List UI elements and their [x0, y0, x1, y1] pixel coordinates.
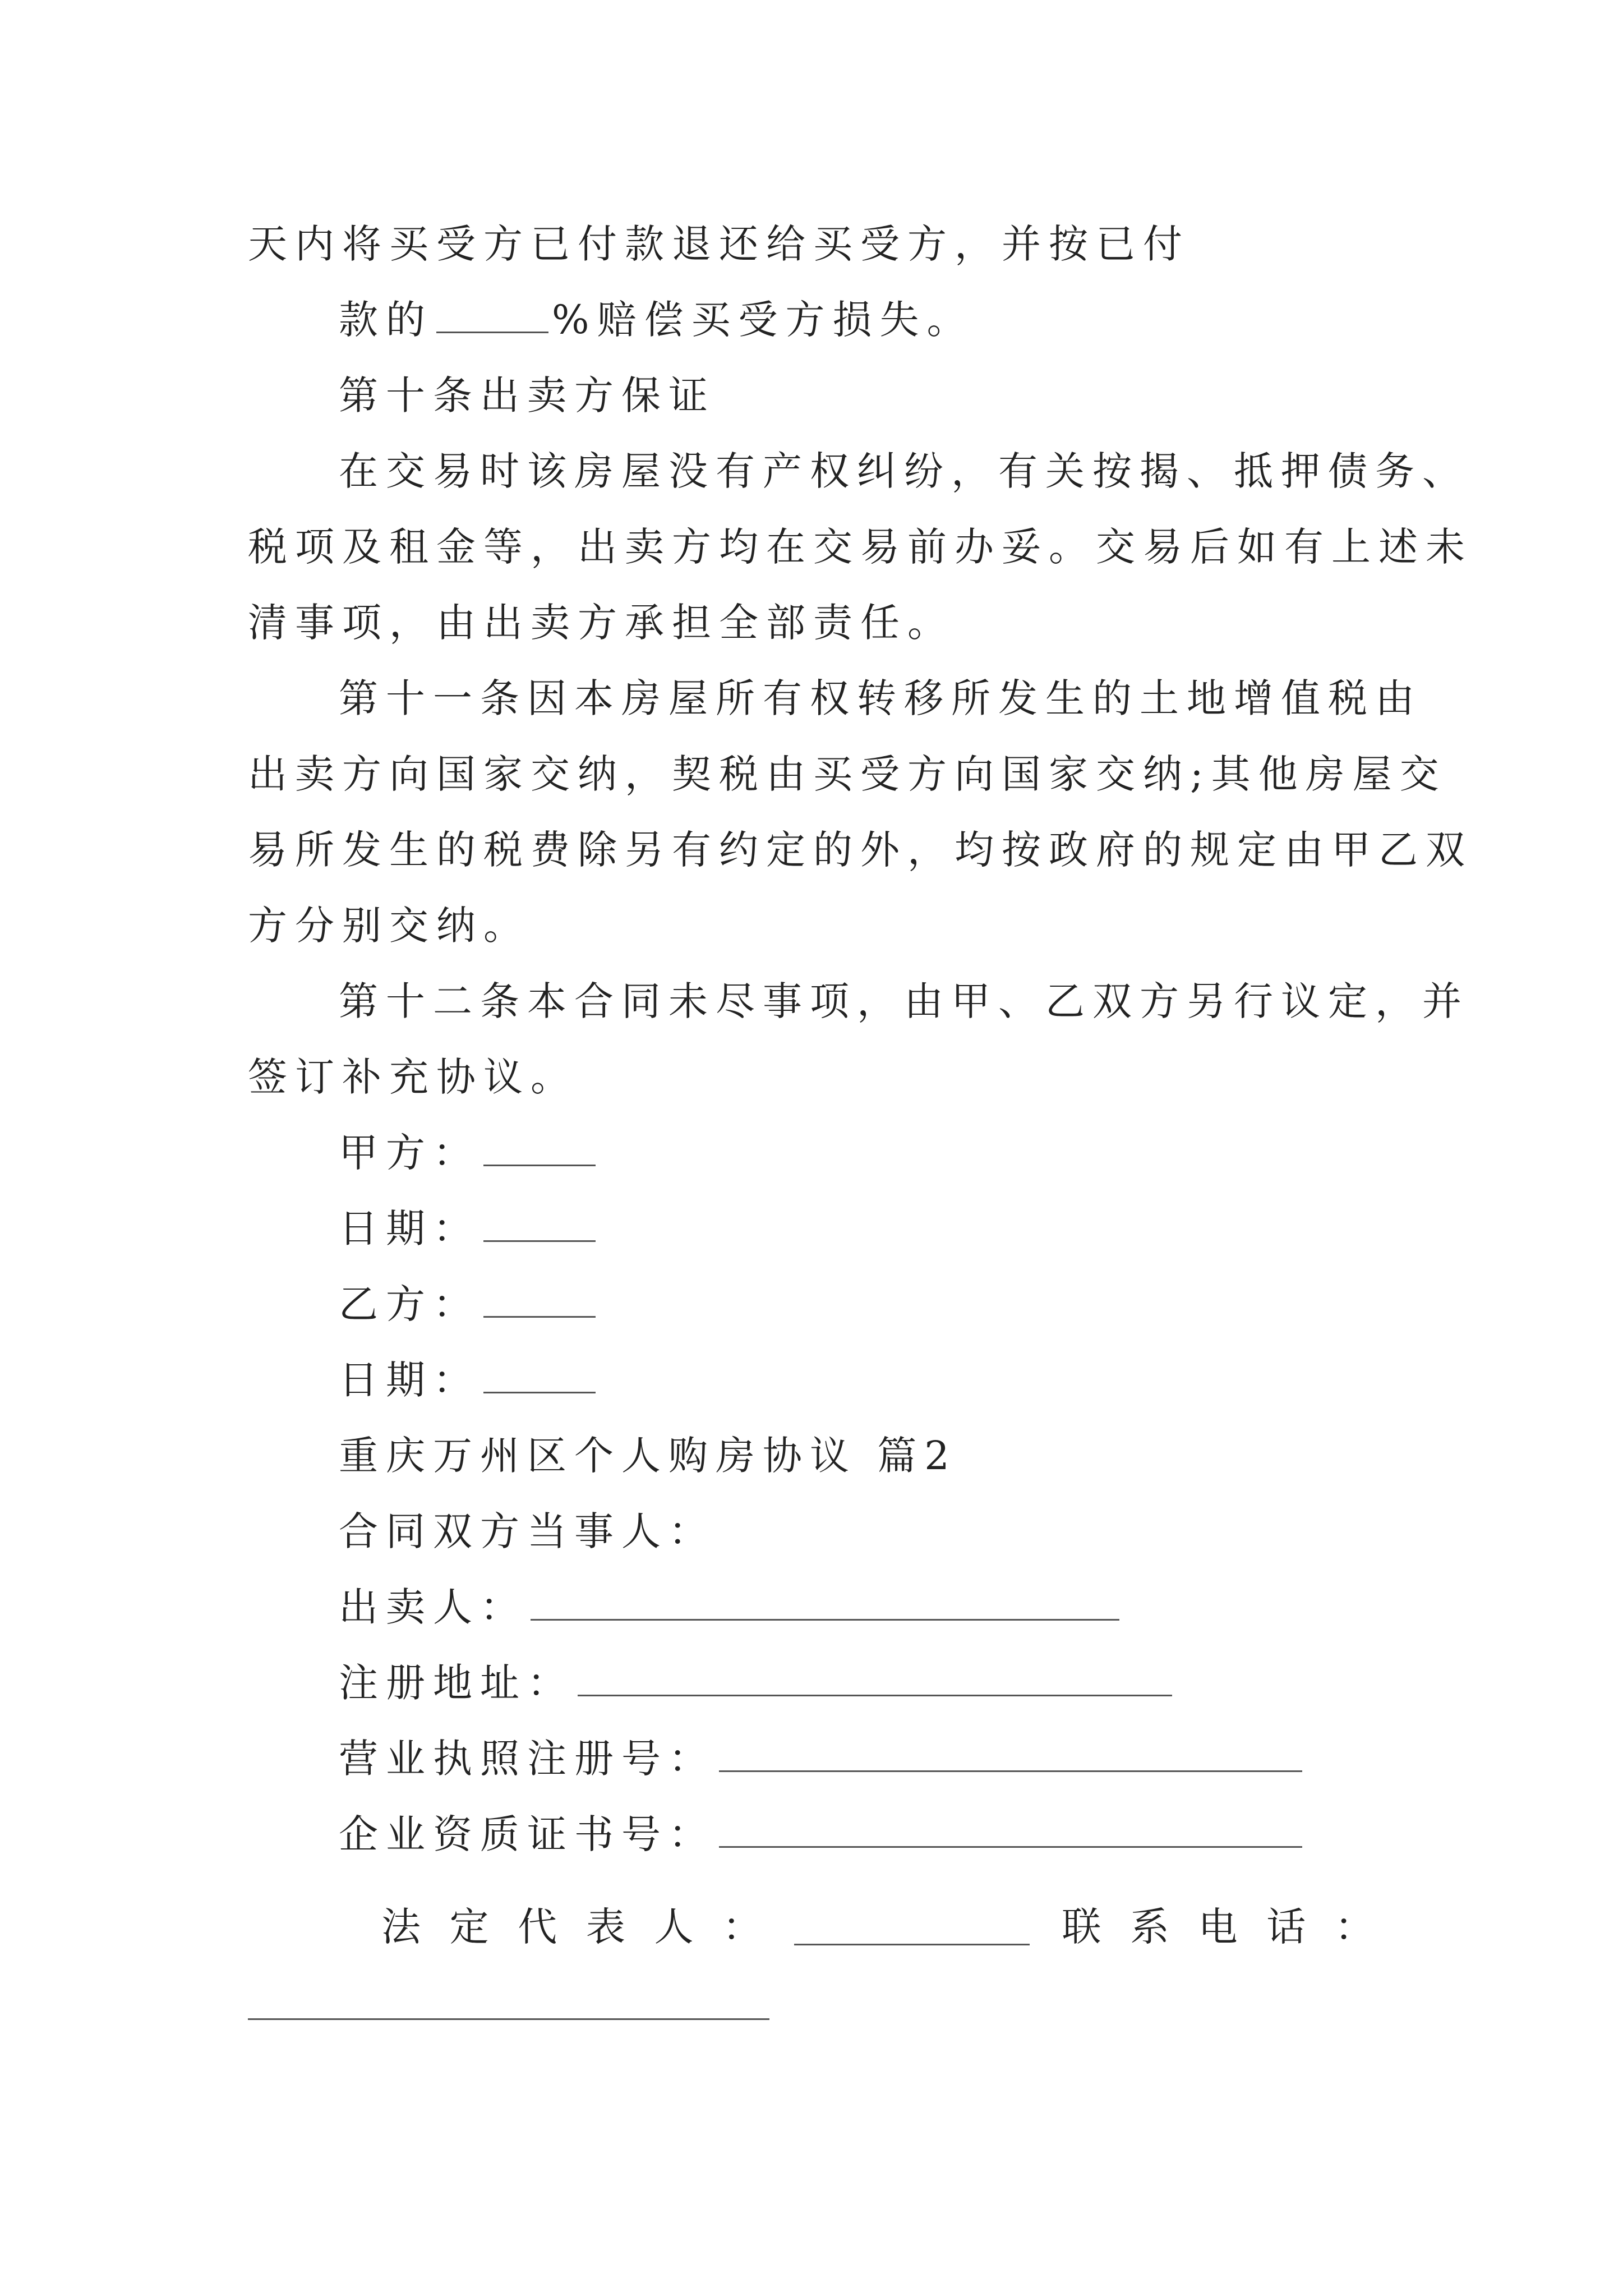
field-label: 企业资质证书号： [339, 1811, 716, 1857]
signature-row-date-2 [339, 1355, 599, 1405]
blank-field [719, 1736, 1302, 1772]
blank-field [578, 1660, 1172, 1696]
form-row-license-no [339, 1733, 1306, 1784]
char: 定 [449, 1904, 489, 1950]
field-label: 出卖人： [339, 1584, 527, 1630]
blank-field [794, 1909, 1030, 1945]
text-fragment: %赔偿买受方损失。 [552, 297, 974, 343]
char: 电 [1198, 1904, 1238, 1950]
blank-field [483, 1357, 596, 1393]
field-label: 日期： [339, 1357, 480, 1403]
field-label: 营业执照注册号： [339, 1736, 716, 1782]
text-fragment: 款的 [339, 297, 433, 343]
article-heading: 第十条出卖方保证 [339, 372, 716, 418]
char: 联 [1062, 1904, 1101, 1950]
text-line: 税项及租金等，出卖方均在交易前办妥。交易后如有上述未 [248, 524, 1473, 570]
blank-field [483, 1281, 596, 1318]
text-line: 第十二条本合同未尽事项，由甲、乙双方另行议定，并 [339, 978, 1469, 1024]
section-title: 重庆万州区个人购房协议 篇2 [339, 1433, 957, 1479]
form-row-legal-rep-phone [381, 1902, 1374, 1952]
field-label: 甲方： [339, 1130, 480, 1176]
char: 表 [585, 1904, 625, 1950]
text-line: 在交易时该房屋没有产权纠纷，有关按揭、抵押债务、 [339, 448, 1469, 494]
text-line: 合同双方当事人： [339, 1508, 716, 1554]
field-label: 注册地址： [339, 1660, 574, 1706]
char: ： [722, 1904, 762, 1950]
blank-field [531, 1584, 1119, 1621]
field-label: 乙方： [339, 1281, 480, 1327]
blank-field [483, 1205, 596, 1242]
text-line: 第十一条因本房屋所有权转移所发生的土地增值税由 [339, 675, 1422, 721]
blank-field [248, 2018, 769, 2020]
blank-field [483, 1130, 596, 1166]
text-line [339, 295, 974, 345]
signature-row-date-1 [339, 1203, 599, 1254]
text-line: 出卖方向国家交纳，契税由买受方向国家交纳;其他房屋交 [248, 751, 1447, 797]
char: 系 [1130, 1904, 1169, 1950]
char: 法 [381, 1904, 421, 1950]
text-line: 易所发生的税费除另有约定的外，均按政府的规定由甲乙双 [248, 827, 1473, 873]
char: 话 [1266, 1904, 1306, 1950]
form-row-reg-address [339, 1658, 1175, 1708]
char: ： [1334, 1904, 1374, 1950]
signature-row-party-a [339, 1128, 599, 1178]
form-row-qualification-no [339, 1809, 1306, 1860]
text-line: 清事项，由出卖方承担全部责任。 [248, 600, 955, 646]
text-line: 方分别交纳。 [248, 903, 531, 949]
char: 人 [654, 1904, 694, 1950]
field-label: 日期： [339, 1205, 480, 1251]
signature-row-party-b [339, 1279, 599, 1329]
char: 代 [518, 1904, 557, 1950]
blank-field [719, 1811, 1302, 1848]
text-line: 签订补充协议。 [248, 1054, 578, 1100]
form-row-seller [339, 1582, 1123, 1632]
blank-field [436, 297, 548, 333]
text-line: 天内将买受方已付款退还给买受方，并按已付 [248, 221, 1190, 267]
